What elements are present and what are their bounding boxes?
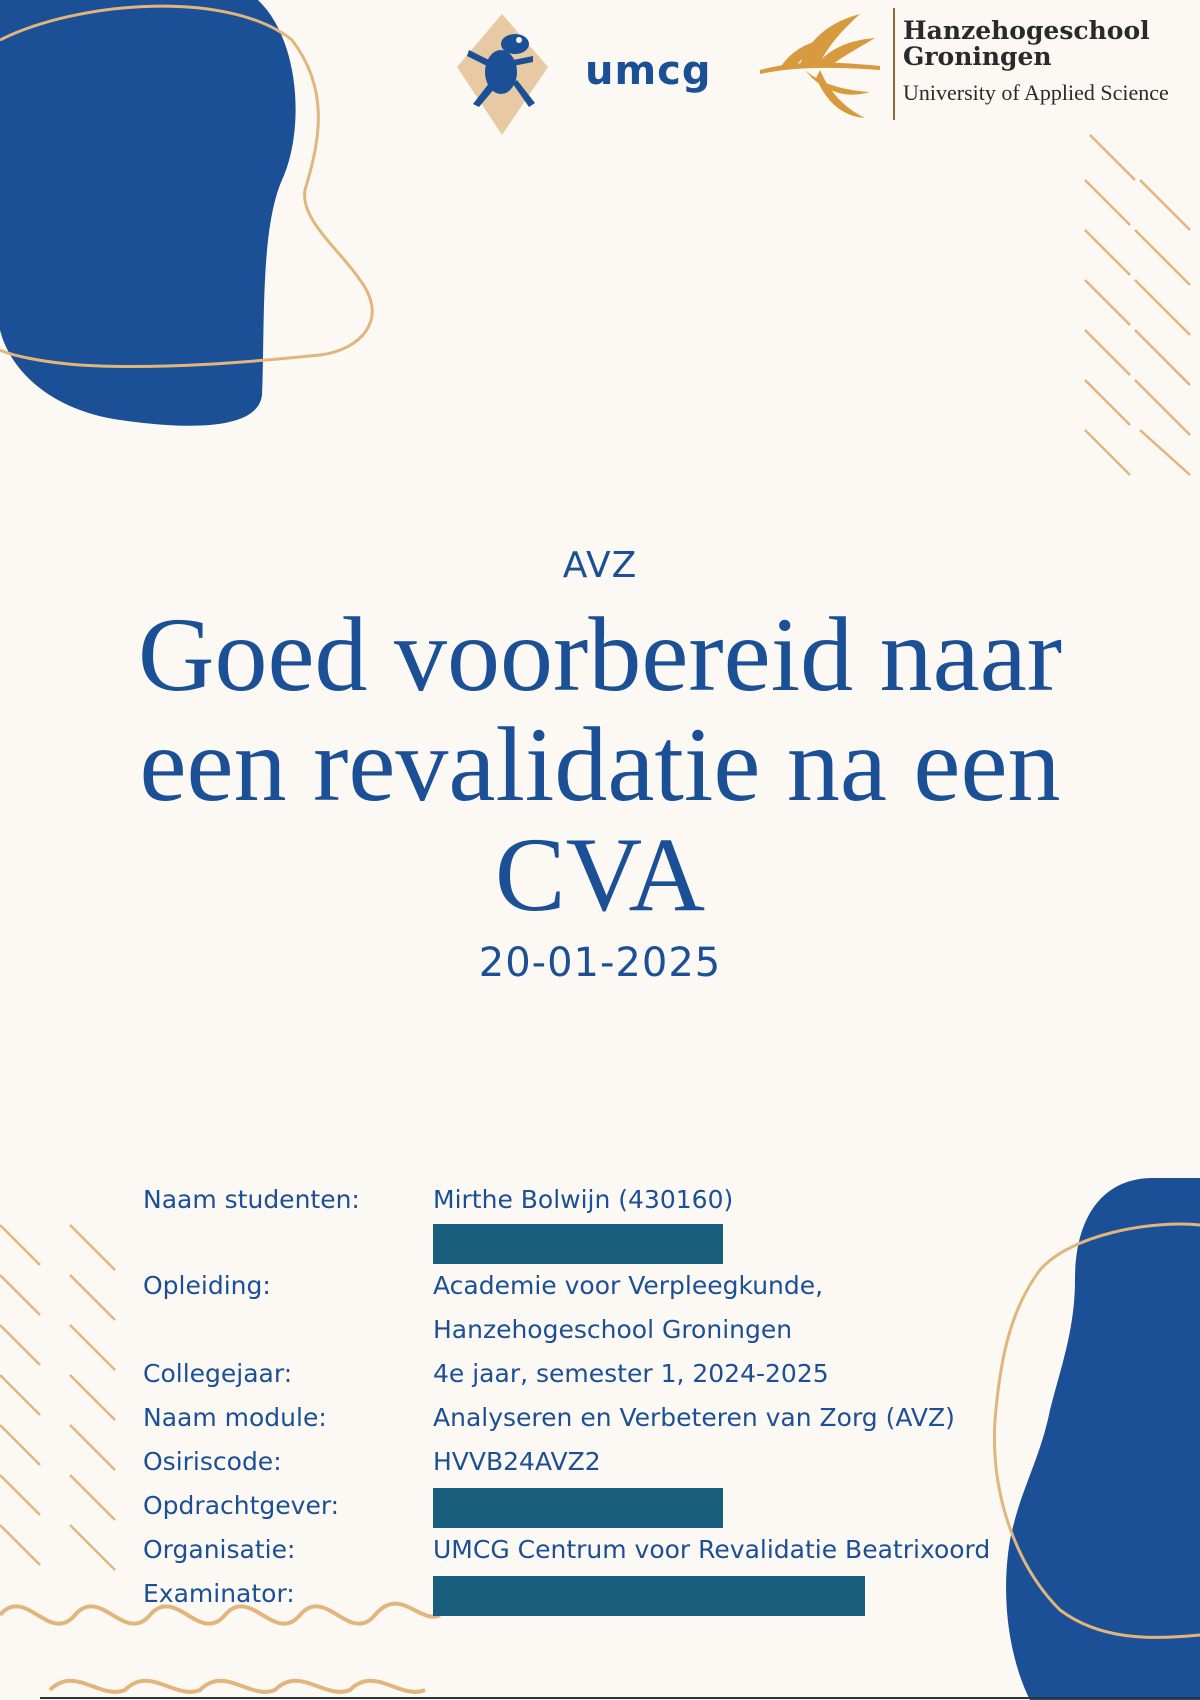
info-row-examiner: [143, 1572, 1073, 1616]
education-label: Opleiding:: [143, 1271, 271, 1300]
info-row-students: [143, 1178, 1073, 1222]
hanze-subtitle: University of Applied Science: [903, 80, 1169, 105]
students-value: Mirthe Bolwijn (430160): [433, 1185, 734, 1214]
hanze-name-line1: Hanzehogeschool: [903, 16, 1150, 45]
osiris-value: HVVB24AVZ2: [433, 1447, 601, 1476]
seaweed-logo-icon: [760, 8, 885, 123]
info-row-year: [143, 1352, 1073, 1396]
students-label: Naam studenten:: [143, 1185, 360, 1214]
client-label: Opdrachtgever:: [143, 1491, 340, 1520]
year-value: 4e jaar, semester 1, 2024-2025: [433, 1359, 829, 1388]
info-row-osiris: [143, 1440, 1073, 1484]
frog-logo-icon: [455, 12, 550, 137]
hanze-name: [903, 18, 1150, 70]
module-label: Naam module:: [143, 1403, 327, 1432]
redacted-client: [433, 1488, 723, 1528]
hanze-divider: [893, 8, 895, 120]
info-row-organisation: [143, 1528, 1073, 1572]
education-value-line1: Academie voor Verpleegkunde,: [433, 1271, 824, 1300]
info-table: [143, 1178, 1073, 1616]
info-row-education-cont: [143, 1308, 1073, 1352]
redacted-student: [433, 1224, 723, 1264]
hanze-name-line2: Groningen: [903, 42, 1052, 71]
redacted-examiner: [433, 1576, 865, 1616]
title-line-3: CVA: [494, 816, 706, 933]
document-date: 20-01-2025: [478, 940, 722, 986]
organisation-value: UMCG Centrum voor Revalidatie Beatrixoord: [433, 1535, 991, 1564]
info-row-students-redacted: [143, 1222, 1073, 1264]
bottom-wave-2: [50, 1681, 425, 1692]
course-label: AVZ: [562, 545, 638, 586]
module-value: Analyseren en Verbeteren van Zorg (AVZ): [433, 1403, 955, 1432]
document-title: [0, 596, 1200, 933]
education-value-line2: Hanzehogeschool Groningen: [433, 1315, 793, 1344]
umcg-logo-text: umcg: [585, 48, 712, 94]
osiris-label: Osiriscode:: [143, 1447, 282, 1476]
info-row-module: [143, 1396, 1073, 1440]
title-line-2: een revalidatie na een: [139, 706, 1061, 823]
examiner-label: Examinator:: [143, 1579, 295, 1608]
organisation-label: Organisatie:: [143, 1535, 296, 1564]
info-row-client: [143, 1484, 1073, 1528]
logo-bar: [455, 8, 1200, 138]
title-line-1: Goed voorbereid naar: [137, 596, 1063, 713]
year-label: Collegejaar:: [143, 1359, 293, 1388]
info-row-education: [143, 1264, 1073, 1308]
top-right-stripes: [1085, 135, 1190, 475]
bottom-left-stripes: [0, 1225, 115, 1570]
